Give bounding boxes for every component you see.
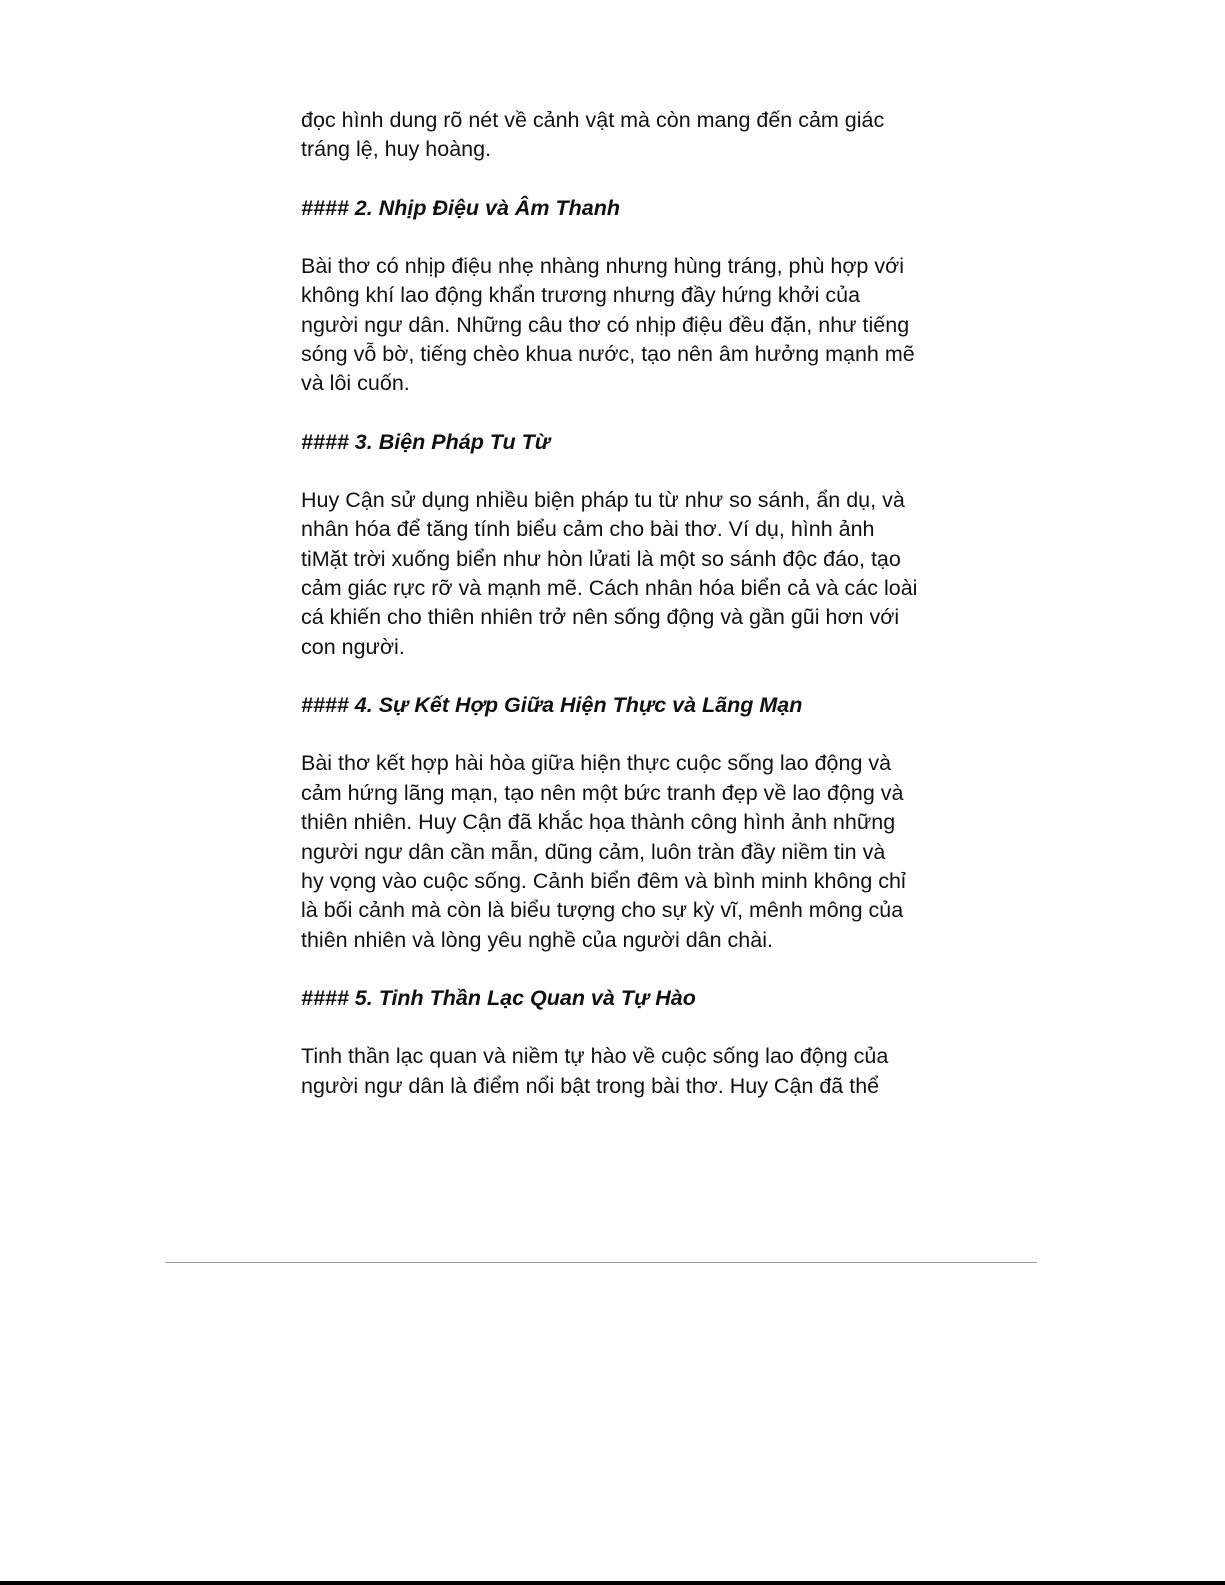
heading-rhythm-and-sound: #### 2. Nhịp Điệu và Âm Thanh [301, 195, 621, 220]
heading-rhetorical-devices: #### 3. Biện Pháp Tu Từ [301, 429, 551, 454]
paragraph-intro-continuation: đọc hình dung rõ nét về cảnh vật mà còn mang đến cảm giác tráng lệ, huy hoàng. [301, 108, 885, 162]
heading-realism-and-romanticism: #### 4. Sự Kết Hợp Giữa Hiện Thực và Lãng Mạn [301, 693, 803, 718]
page-divider [165, 1262, 1037, 1263]
bottom-edge-bar [0, 1581, 1225, 1585]
paragraph-optimism-and-pride: Tinh thần lạc quan và niềm tự hào về cuộc sống lao động của người ngư dân là điểm nổi bật trong bài thơ. Huy Cận đã thể [301, 1044, 889, 1098]
paragraph-rhetorical-devices: Huy Cận sử dụng nhiều biện pháp tu từ như so sánh, ẩn dụ, và nhân hóa để tăng tính biểu cảm cho bài thơ. Ví dụ, hình ảnh tiMặt trời xuống biển như hòn lửati là một so sánh độc đáo, tạo cảm giác rực rỡ và mạnh mẽ. Cách nhân hóa biển cả và các loài cá khiến cho thiên nhiên trở nên sống động và gần gũi hơn với con người. [301, 487, 918, 659]
heading-optimism-and-pride: #### 5. Tinh Thần Lạc Quan và Tự Hào [301, 985, 696, 1010]
paragraph-realism-and-romanticism: Bài thơ kết hợp hài hòa giữa hiện thực cuộc sống lao động và cảm hứng lãng mạn, tạo nên một bức tranh đẹp về lao động và thiên nhiên. Huy Cận đã khắc họa thành công hình ảnh những người ngư dân cần mẫn, dũng cảm, luôn tràn đầy niềm tin và hy vọng vào cuộc sống. Cảnh biển đêm và bình minh không chỉ là bối cảnh mà còn là biểu tượng cho sự kỳ vĩ, mênh mông của thiên nhiên và lòng yêu nghề của người dân chài. [301, 751, 906, 952]
page-content [301, 106, 941, 1101]
paragraph-rhythm-and-sound: Bài thơ có nhịp điệu nhẹ nhàng nhưng hùng tráng, phù hợp với không khí lao động khẩn trương nhưng đầy hứng khởi của người ngư dân. Những câu thơ có nhịp điệu đều đặn, như tiếng sóng vỗ bờ, tiếng chèo khua nước, tạo nên âm hưởng mạnh mẽ và lôi cuốn. [301, 253, 915, 396]
